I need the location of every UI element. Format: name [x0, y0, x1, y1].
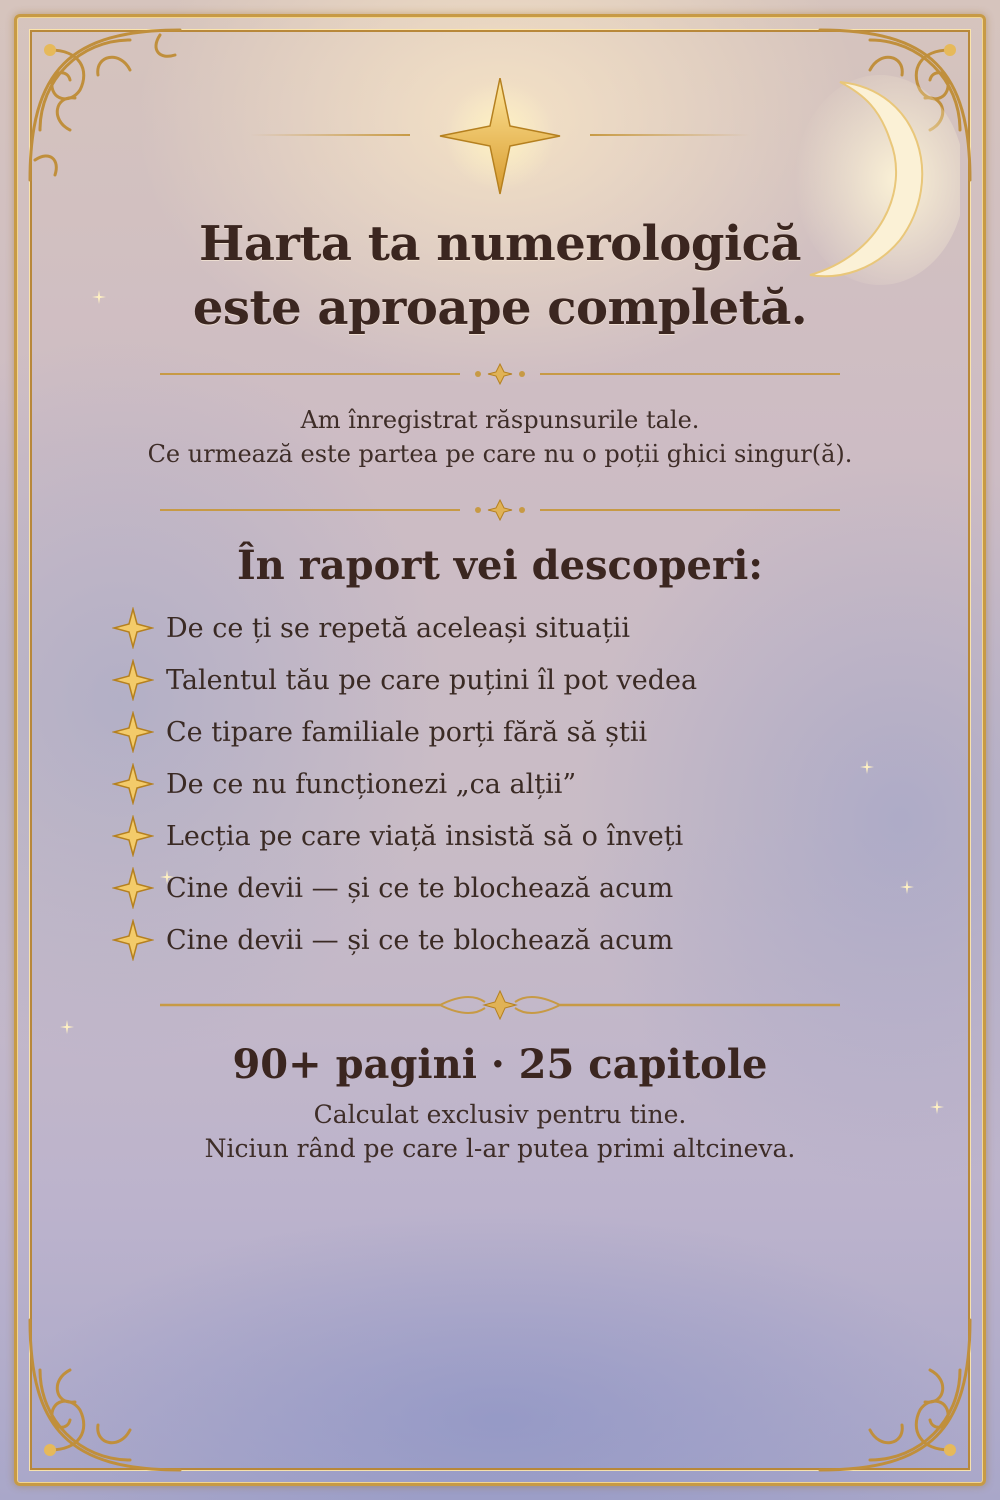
list-item: [112, 654, 892, 706]
list-item-text: Cine devii — și ce te blochează acum: [166, 924, 674, 956]
title-line-1: Harta ta numerologică: [198, 216, 801, 272]
four-point-star-icon: [112, 867, 154, 909]
footer-text: [60, 1098, 940, 1166]
ornamental-divider-icon: [160, 990, 840, 1020]
ornamental-divider-icon: [160, 362, 840, 386]
four-point-star-icon: [112, 919, 154, 961]
list-item: [112, 602, 892, 654]
list-item: [112, 706, 892, 758]
ornamental-corner-icon: [10, 10, 200, 200]
list-item: [112, 862, 892, 914]
page-title: [60, 212, 940, 340]
four-point-star-icon: [410, 78, 590, 198]
list-item-text: De ce ți se repetă aceleași situații: [166, 612, 630, 644]
ornamental-corner-icon: [800, 1300, 990, 1490]
footer-line-2: Niciun rând pe care l-ar putea primi altcineva.: [204, 1134, 796, 1163]
list-item-text: Talentul tău pe care puțini îl pot vedea: [166, 664, 698, 696]
top-star-line-right: [590, 134, 750, 136]
feature-list: [112, 602, 892, 966]
intro-line-1: Am înregistrat răspunsurile tale.: [300, 406, 700, 434]
sparkle-icon: [900, 880, 914, 894]
list-item-text: De ce nu funcționezi „ca alții”: [166, 768, 577, 800]
list-item: [112, 758, 892, 810]
top-star-line-left: [250, 134, 410, 136]
intro-text: [60, 403, 940, 471]
section-title: În raport vei descoperi:: [236, 542, 764, 589]
footer-line-1: Calculat exclusiv pentru tine.: [313, 1100, 687, 1129]
four-point-star-icon: [112, 607, 154, 649]
list-item: [112, 914, 892, 966]
list-item-text: Ce tipare familiale porți fără să știi: [166, 716, 648, 748]
list-item: [112, 810, 892, 862]
list-item-text: Lecția pe care viață insistă să o înveți: [166, 820, 684, 852]
four-point-star-icon: [112, 815, 154, 857]
sparkle-icon: [60, 1020, 74, 1034]
title-line-2: este aproape completă.: [192, 280, 808, 336]
intro-line-2: Ce urmează este partea pe care nu o poții ghici singur(ă).: [147, 440, 853, 468]
four-point-star-icon: [112, 711, 154, 753]
ornamental-corner-icon: [10, 1300, 200, 1490]
report-stats: 90+ pagini · 25 capitole: [232, 1041, 768, 1088]
ornamental-divider-icon: [160, 498, 840, 522]
four-point-star-icon: [112, 659, 154, 701]
list-item-text: Cine devii — și ce te blochează acum: [166, 872, 674, 904]
four-point-star-icon: [112, 763, 154, 805]
